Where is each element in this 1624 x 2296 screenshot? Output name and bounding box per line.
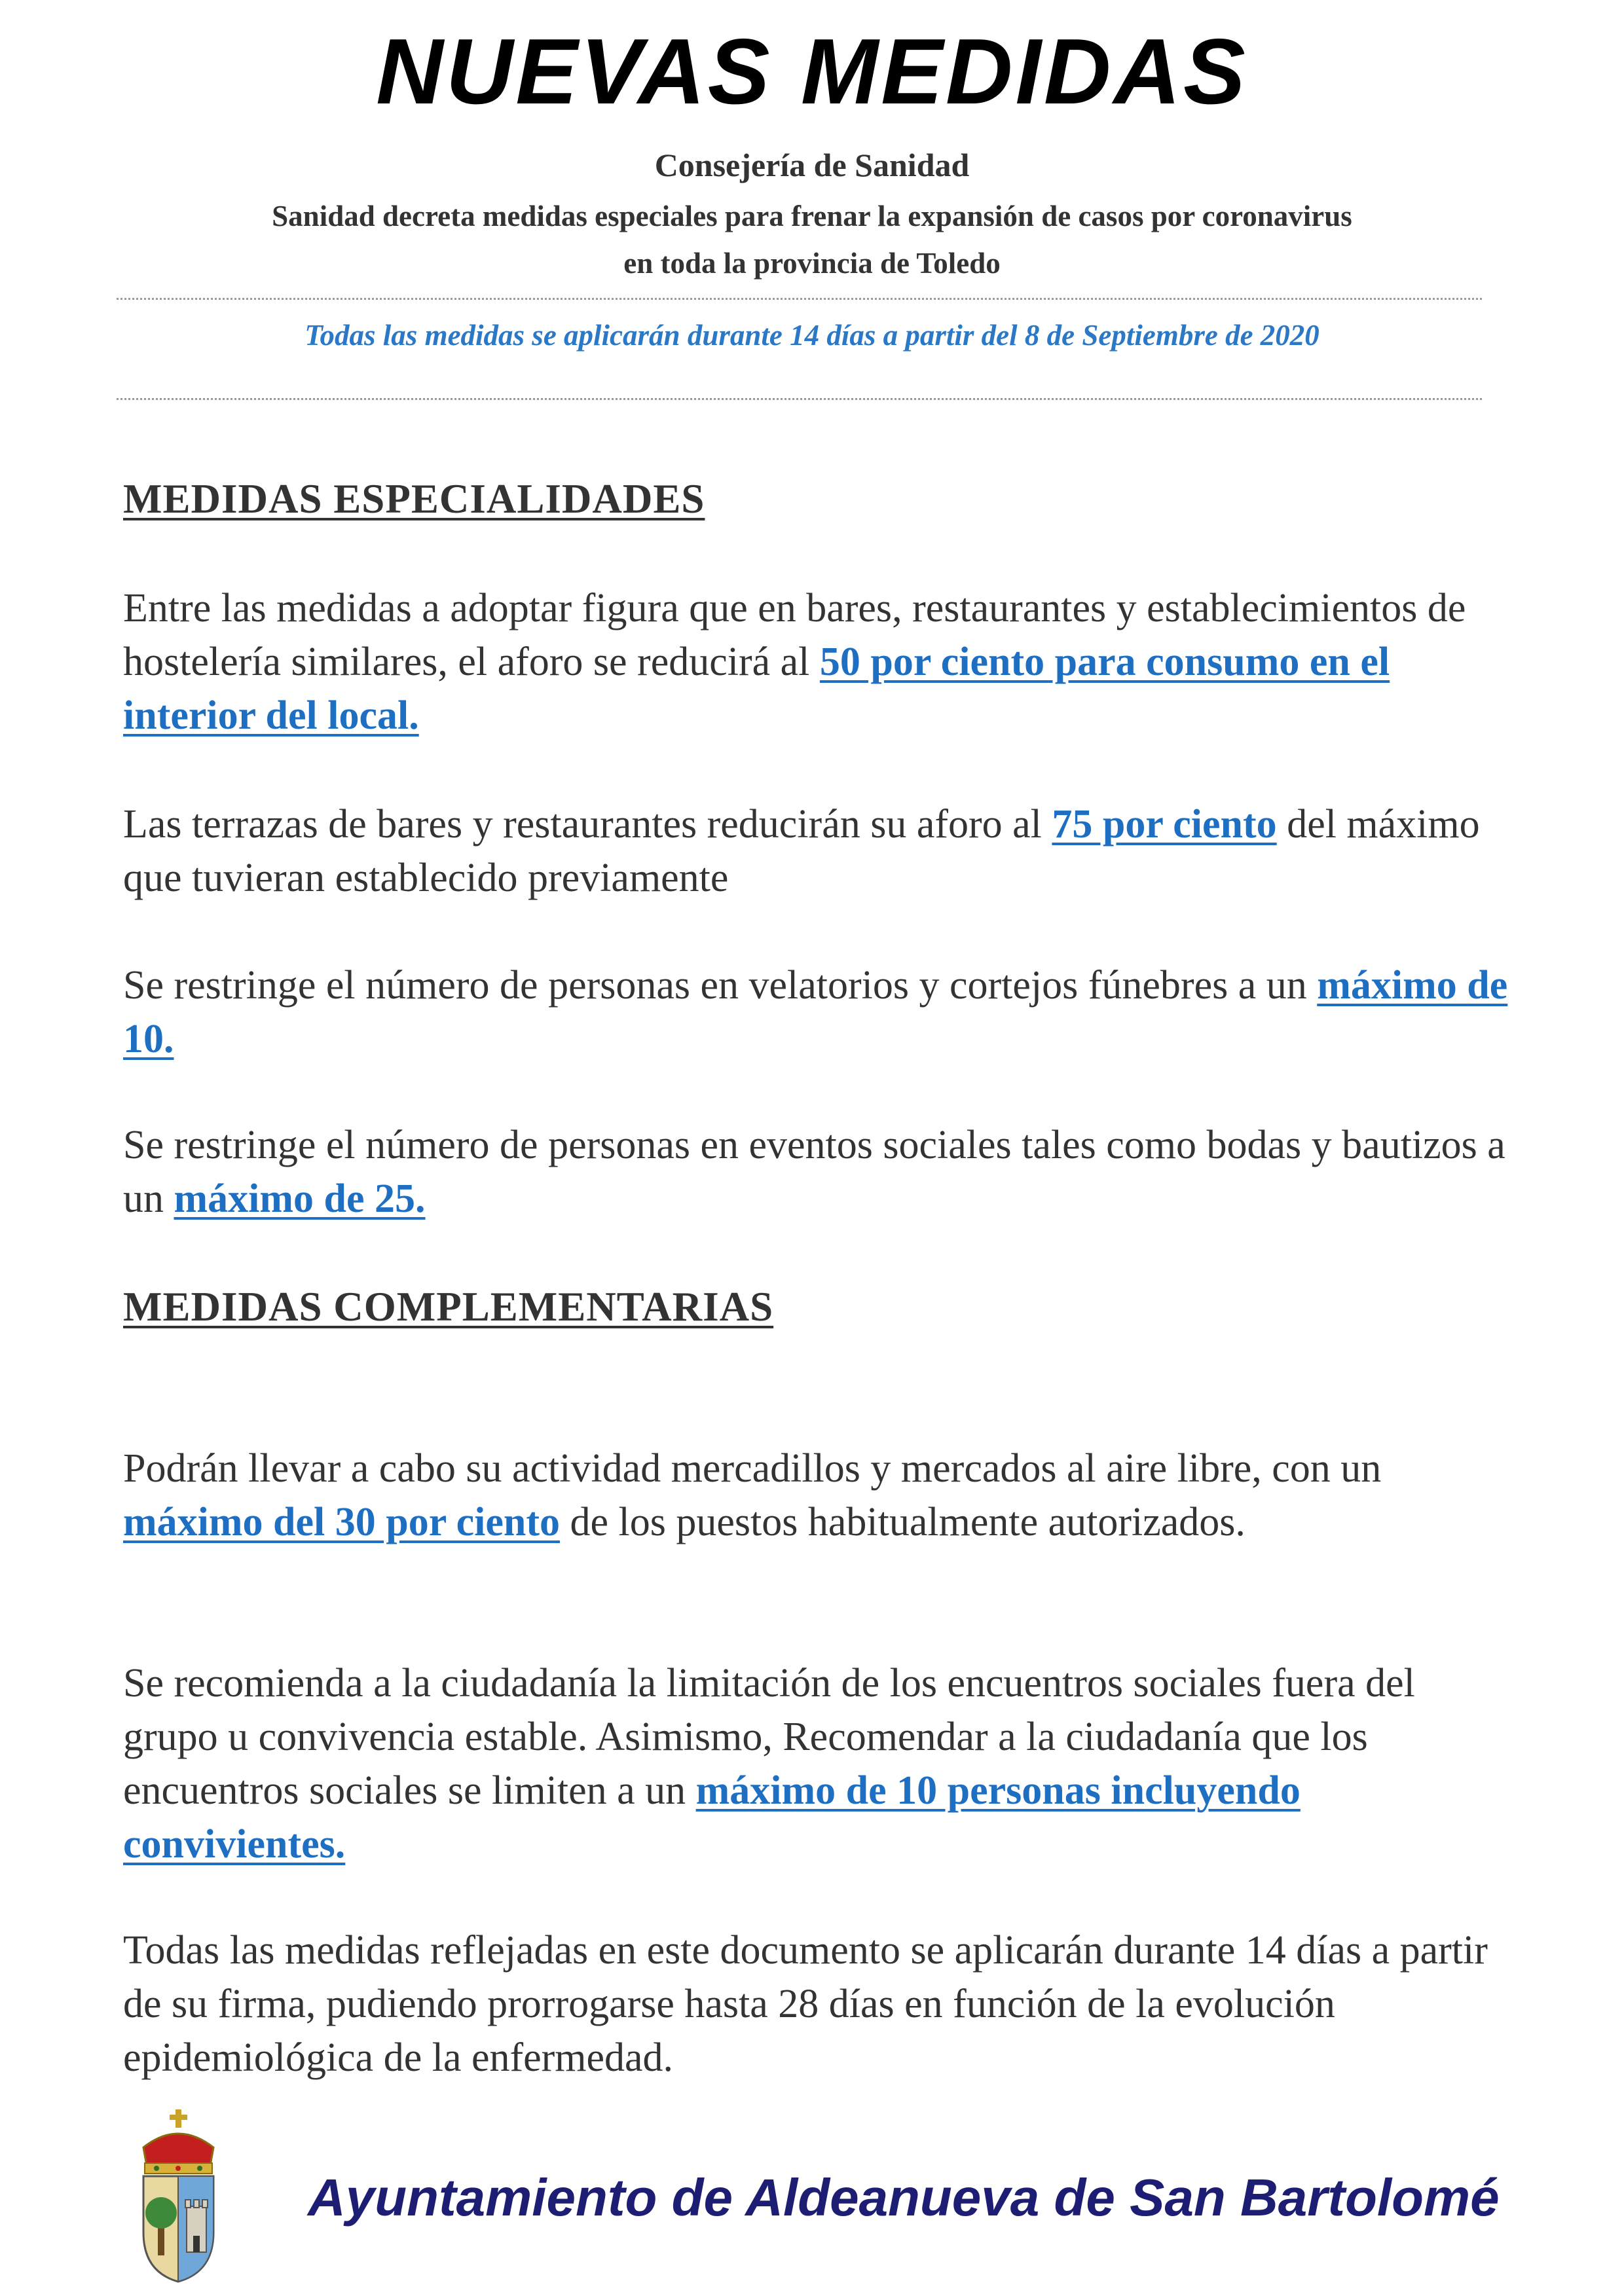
date-notice: Todas las medidas se aplicarán durante 14 días a partir del 8 de Septiembre de 2020 [304,319,1320,352]
paragraph-terrazas [123,797,1511,905]
section-heading-especialidades: MEDIDAS ESPECIALIDADES [123,476,705,522]
paragraph-hosteleria [123,581,1511,742]
highlight-75-por-ciento: 75 por ciento [1052,802,1277,847]
highlight-maximo-25: máximo de 25. [174,1176,426,1221]
divider-top [117,298,1482,300]
paragraph-text: Se recomienda a la ciudadanía la limitación de los encuentros sociales fuera del grupo u convivencia estable. Asimismo, Recomendar a la ciudadanía que los encuentros sociales se limiten a un [123,1661,1415,1813]
paragraph-text: Entre las medidas a adoptar figura que en bares, restaurantes y establecimientos de hostelería similares, el aforo se reducirá al [123,586,1466,684]
highlight-50-por-ciento: 50 por ciento para consumo en el interior del local. [123,640,1390,738]
paragraph-text: Se restringe el número de personas en velatorios y cortejos fúnebres a un [123,963,1318,1008]
highlight-maximo-10: máximo de 10. [123,963,1508,1061]
paragraph-velatorios [123,958,1511,1066]
paragraph-encuentros-sociales [123,1656,1511,1871]
subtitle-line-2: en toda la provincia de Toledo [623,247,1001,280]
subtitle-line-1: Sanidad decreta medidas especiales para frenar la expansión de casos por coronavirus [272,200,1352,232]
page-title: NUEVAS MEDIDAS [376,20,1248,124]
paragraph-text: del máximo que tuvieran establecido previamente [123,802,1480,900]
paragraph-text: Podrán llevar a cabo su actividad mercadillos y mercados al aire libre, con un [123,1446,1382,1491]
paragraph-text: Se restringe el número de personas en eventos sociales tales como bodas y bautizos a un [123,1123,1505,1221]
footer-organization: Ayuntamiento de Aldeanueva de San Bartolomé [308,2168,1500,2227]
highlight-maximo-30-por-ciento: máximo del 30 por ciento [123,1500,561,1544]
department-name: Consejería de Sanidad [654,147,970,183]
paragraph-duracion [123,1923,1511,2085]
paragraph-text: Las terrazas de bares y restaurantes reducirán su aforo al [123,802,1052,847]
section-heading-complementarias: MEDIDAS COMPLEMENTARIAS [123,1284,774,1330]
paragraph-mercadillos [123,1442,1511,1549]
paragraph-eventos-sociales [123,1118,1511,1226]
coat-of-arms-icon [134,2108,223,2285]
divider-bottom [117,398,1482,400]
paragraph-text: Todas las medidas reflejadas en este documento se aplicarán durante 14 días a partir de su firma, pudiendo prorrogarse hasta 28 días en función de la evolución epidemiológica de la enfermedad. [123,1928,1488,2080]
highlight-maximo-10-personas: máximo de 10 personas incluyendo convivientes. [123,1768,1301,1867]
paragraph-text: de los puestos habitualmente autorizados. [560,1500,1246,1544]
